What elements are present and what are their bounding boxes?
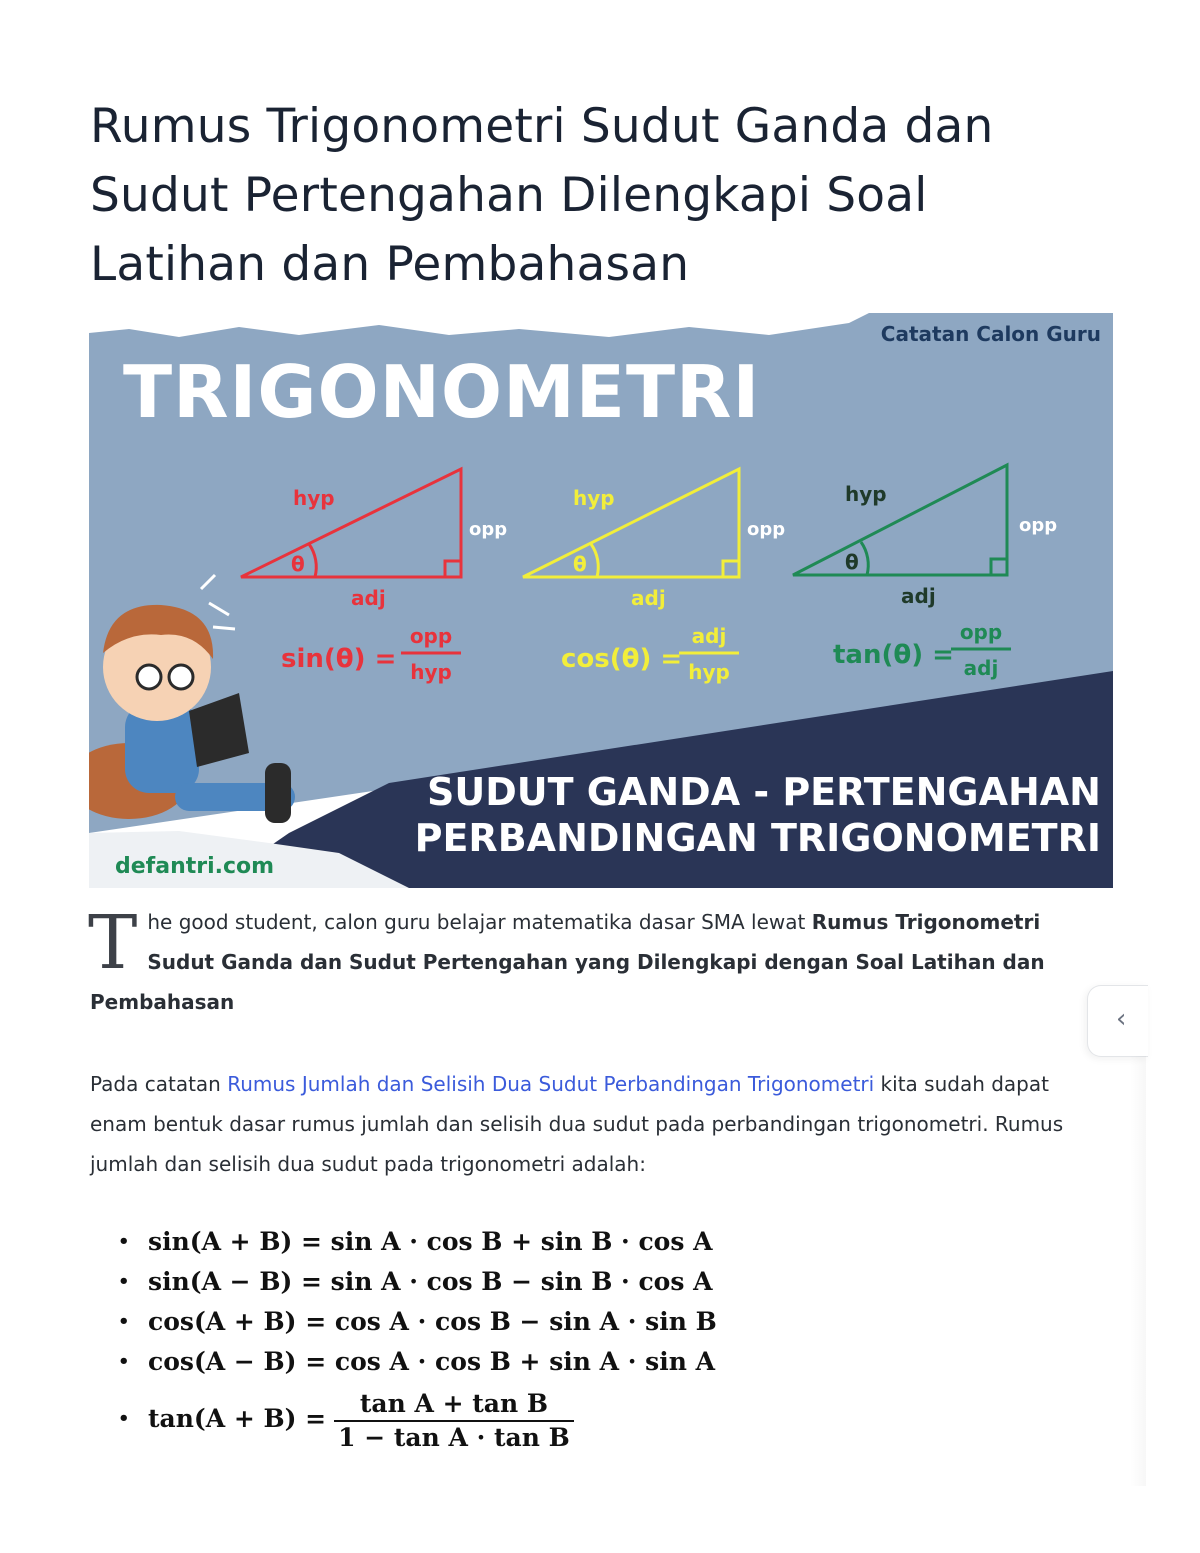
banner-site-text: defantri.com bbox=[115, 854, 275, 879]
article-title: Rumus Trigonometri Sudut Ganda dan Sudut Pertengahan Dilengkapi Soal Latihan dan Pembahasan bbox=[90, 99, 994, 292]
triangle-sin-adj: adj bbox=[351, 586, 386, 610]
tan-formula-lhs: tan(A + B) = bbox=[148, 1404, 327, 1433]
triangle-cos-opp: opp bbox=[747, 519, 786, 540]
sidebar-edge-shadow bbox=[1130, 1056, 1146, 1486]
triangle-tan-theta: θ bbox=[845, 550, 859, 574]
tan-formula-fraction bbox=[334, 1388, 574, 1454]
formula-text: cos(A + B) = cos A · cos B − sin A · sin B bbox=[148, 1307, 717, 1336]
formula-list bbox=[118, 1222, 717, 1454]
formula-text: cos(A − B) = cos A · cos B + sin A · sin A bbox=[148, 1347, 716, 1376]
triangle-tan-hyp: hyp bbox=[845, 482, 887, 506]
banner-tan-lhs: tan(θ) = bbox=[833, 640, 954, 670]
triangle-tan-adj: adj bbox=[901, 584, 936, 608]
bullet-icon: • bbox=[118, 1231, 130, 1252]
triangle-sin-hyp: hyp bbox=[293, 486, 335, 510]
formula-item bbox=[118, 1262, 717, 1302]
banner-cos-den: hyp bbox=[688, 660, 730, 684]
chevron-left-icon: ‹ bbox=[1116, 1004, 1127, 1034]
sidebar-collapse-button[interactable] bbox=[1087, 985, 1148, 1057]
banner-subtitle-line1: SUDUT GANDA - PERTENGAHAN bbox=[426, 770, 1101, 814]
intro-bold-text: Rumus Trigonometri Sudut Ganda dan Sudut Pertengahan yang Dilengkapi dengan Soal Latihan dan Pembahasan bbox=[90, 910, 1045, 1014]
intro-paragraph bbox=[90, 902, 1100, 1022]
article-banner-image bbox=[89, 313, 1113, 888]
triangle-cos-hyp: hyp bbox=[573, 486, 615, 510]
formula-text: sin(A + B) = sin A · cos B + sin B · cos A bbox=[148, 1227, 713, 1256]
formula-item bbox=[118, 1342, 717, 1382]
triangle-cos-theta: θ bbox=[573, 552, 587, 576]
related-article-link[interactable]: Rumus Jumlah dan Selisih Dua Sudut Perbandingan Trigonometri bbox=[227, 1072, 875, 1096]
intro-text: he good student, calon guru belajar matematika dasar SMA lewat bbox=[147, 910, 812, 934]
banner-cos-num: adj bbox=[691, 624, 727, 648]
triangle-sin-opp: opp bbox=[469, 519, 508, 540]
tan-formula-denominator: 1 − tan A · tan B bbox=[338, 1422, 570, 1452]
banner-subtitle-line2: PERBANDINGAN TRIGONOMETRI bbox=[414, 816, 1101, 860]
banner-sin-den: hyp bbox=[410, 660, 452, 684]
bullet-icon: • bbox=[118, 1408, 130, 1429]
bullet-icon: • bbox=[118, 1351, 130, 1372]
formula-text: sin(A − B) = sin A · cos B − sin B · cos A bbox=[148, 1267, 713, 1296]
formula-item-tan bbox=[118, 1384, 717, 1454]
banner-sin-lhs: sin(θ) = bbox=[281, 644, 397, 674]
banner-tan-den: adj bbox=[963, 656, 999, 680]
banner-brand-text: Catatan Calon Guru bbox=[880, 322, 1101, 346]
banner-heading: TRIGONOMETRI bbox=[123, 350, 761, 434]
tan-formula-numerator: tan A + tan B bbox=[334, 1388, 574, 1422]
banner-sin-num: opp bbox=[409, 624, 453, 648]
triangle-sin-theta: θ bbox=[291, 552, 305, 576]
formula-item bbox=[118, 1222, 717, 1262]
banner-cos-lhs: cos(θ) = bbox=[561, 644, 683, 674]
bullet-icon: • bbox=[118, 1311, 130, 1332]
body-paragraph bbox=[90, 1064, 1100, 1184]
body-text-after: kita sudah dapat enam bentuk dasar rumus jumlah dan selisih dua sudut pada perbandingan trigonometri. Rumus jumlah dan selisih dua sudut pada trigonometri adalah: bbox=[90, 1072, 1064, 1176]
formula-item bbox=[118, 1302, 717, 1342]
triangle-tan-opp: opp bbox=[1019, 515, 1058, 536]
bullet-icon: • bbox=[118, 1271, 130, 1292]
body-text-before: Pada catatan bbox=[90, 1072, 228, 1096]
intro-dropcap: T bbox=[88, 900, 138, 986]
banner-tan-num: opp bbox=[959, 620, 1003, 644]
triangle-cos-adj: adj bbox=[631, 586, 666, 610]
